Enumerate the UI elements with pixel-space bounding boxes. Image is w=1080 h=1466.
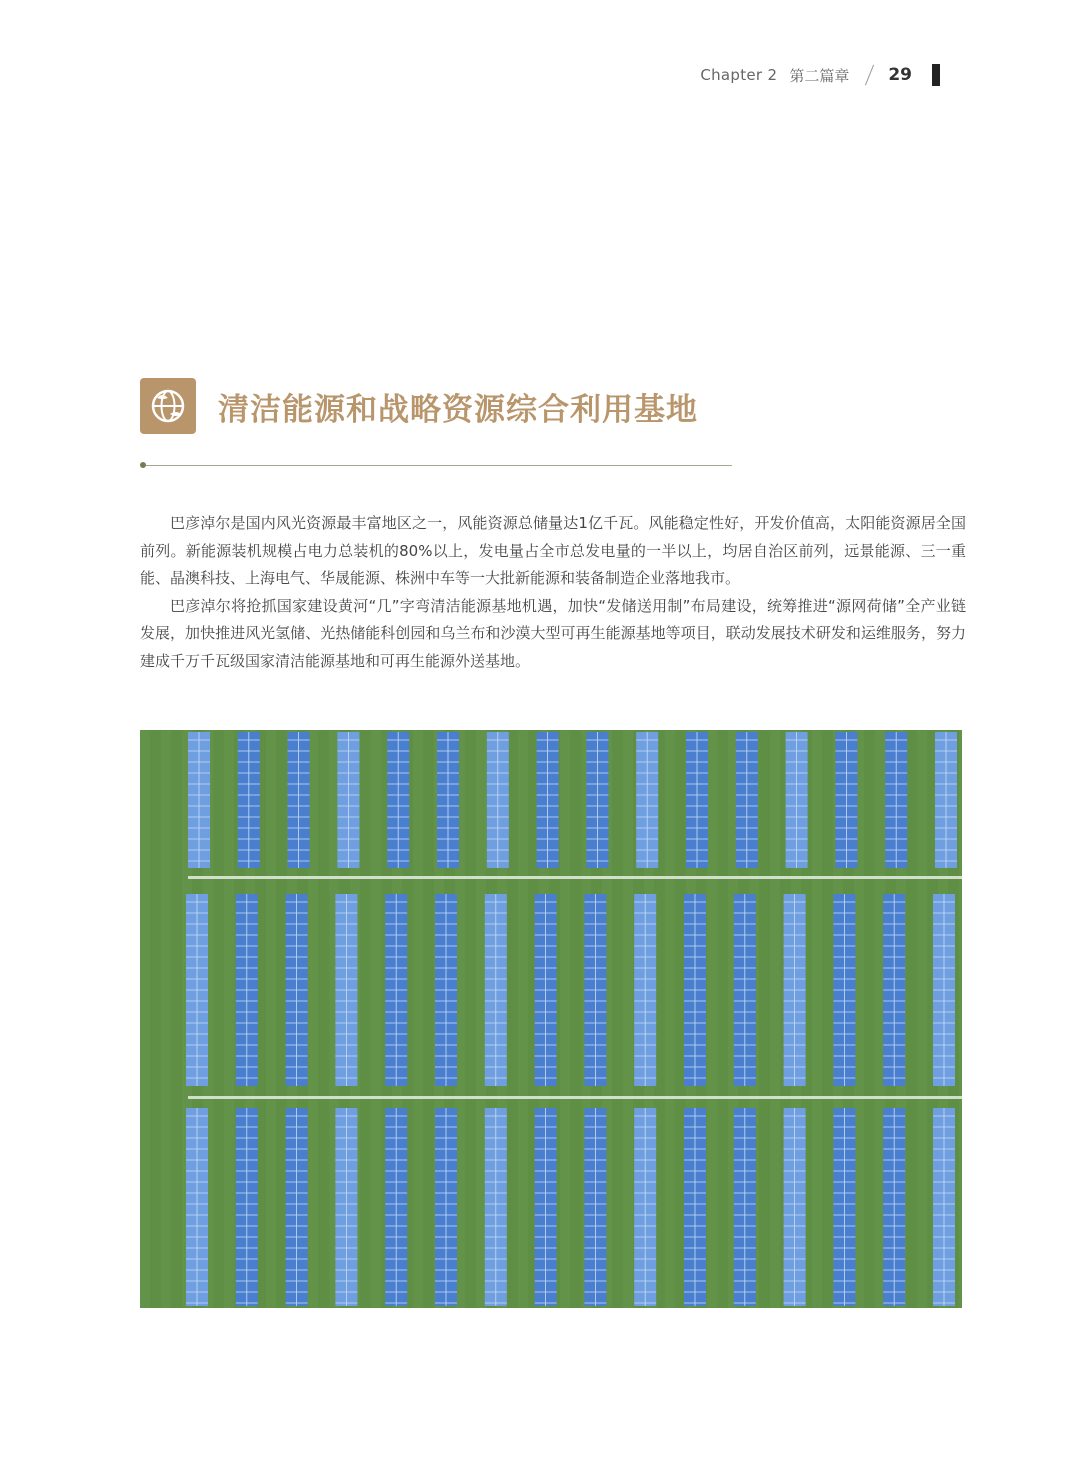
solar-panel [883,1108,905,1306]
body-text [140,510,966,675]
solar-panel [485,1108,507,1306]
solar-panel [337,732,359,868]
section-heading [140,378,698,434]
solar-panel [435,894,457,1086]
solar-panel [933,894,955,1086]
solar-panel [634,1108,656,1306]
solar-panel [487,732,509,868]
solar-panel [437,732,459,868]
solar-panel [238,732,260,868]
globe-leaf-icon [140,378,196,434]
solar-panel [686,732,708,868]
section-title: 清洁能源和战略资源综合利用基地 [218,391,698,428]
solar-panel [786,732,808,868]
solar-panel [636,732,658,868]
solar-panel [286,894,308,1086]
solar-panel [634,894,656,1086]
solar-farm-photo [140,730,962,1308]
solar-panel [833,1108,855,1306]
underline-dot [140,462,146,468]
header-bar [932,64,940,86]
solar-panel [684,1108,706,1306]
solar-panel [835,732,857,868]
solar-panel [537,732,559,868]
solar-panel [584,894,606,1086]
solar-panel [387,732,409,868]
solar-panel [535,894,557,1086]
paragraph-1: 巴彦淖尔是国内风光资源最丰富地区之一，风能资源总储量达1亿千瓦。风能稳定性好，开发价值高，太阳能资源居全国前列。新能源装机规模占电力总装机的80%以上，发电量占全市总发电量的一半以上，均居自治区前列，远景能源、三一重能、晶澳科技、上海电气、华晟能源、株洲中车等一大批新能源和装备制造企业落地我市。 [140,514,966,587]
solar-panel [586,732,608,868]
solar-panel [385,1108,407,1306]
solar-panel [236,1108,258,1306]
solar-panel [186,894,208,1086]
page-header [700,64,940,86]
solar-panel [734,1108,756,1306]
solar-panel [385,894,407,1086]
solar-panel [485,894,507,1086]
title-underline [140,465,732,466]
solar-panel [188,732,210,868]
solar-panel [335,894,357,1086]
solar-panel [584,1108,606,1306]
solar-panel [535,1108,557,1306]
solar-panel [736,732,758,868]
solar-panel [236,894,258,1086]
solar-panel [935,732,957,868]
solar-panel [784,894,806,1086]
solar-panel [286,1108,308,1306]
chapter-label: Chapter 2 [700,66,778,84]
solar-panel [435,1108,457,1306]
solar-panel [684,894,706,1086]
solar-panel [883,894,905,1086]
solar-panel [933,1108,955,1306]
solar-panel [734,894,756,1086]
solar-panel [288,732,310,868]
solar-panel [885,732,907,868]
paragraph-2: 巴彦淖尔将抢抓国家建设黄河“几”字弯清洁能源基地机遇，加快“发储送用制”布局建设，统筹推进“源网荷储”全产业链发展，加快推进风光氢储、光热储能科创园和乌兰布和沙漠大型可再生能源基地等项目，联动发展技术研发和运维服务，努力建成千万千瓦级国家清洁能源基地和可再生能源外送基地。 [140,596,966,670]
solar-panel [784,1108,806,1306]
header-divider [865,65,874,86]
solar-panel [186,1108,208,1306]
solar-panel [833,894,855,1086]
chapter-label-cn: 第二篇章 [789,66,850,85]
solar-panel [335,1108,357,1306]
page-number: 29 [888,65,912,85]
solar-farm-drawing [140,730,962,1308]
